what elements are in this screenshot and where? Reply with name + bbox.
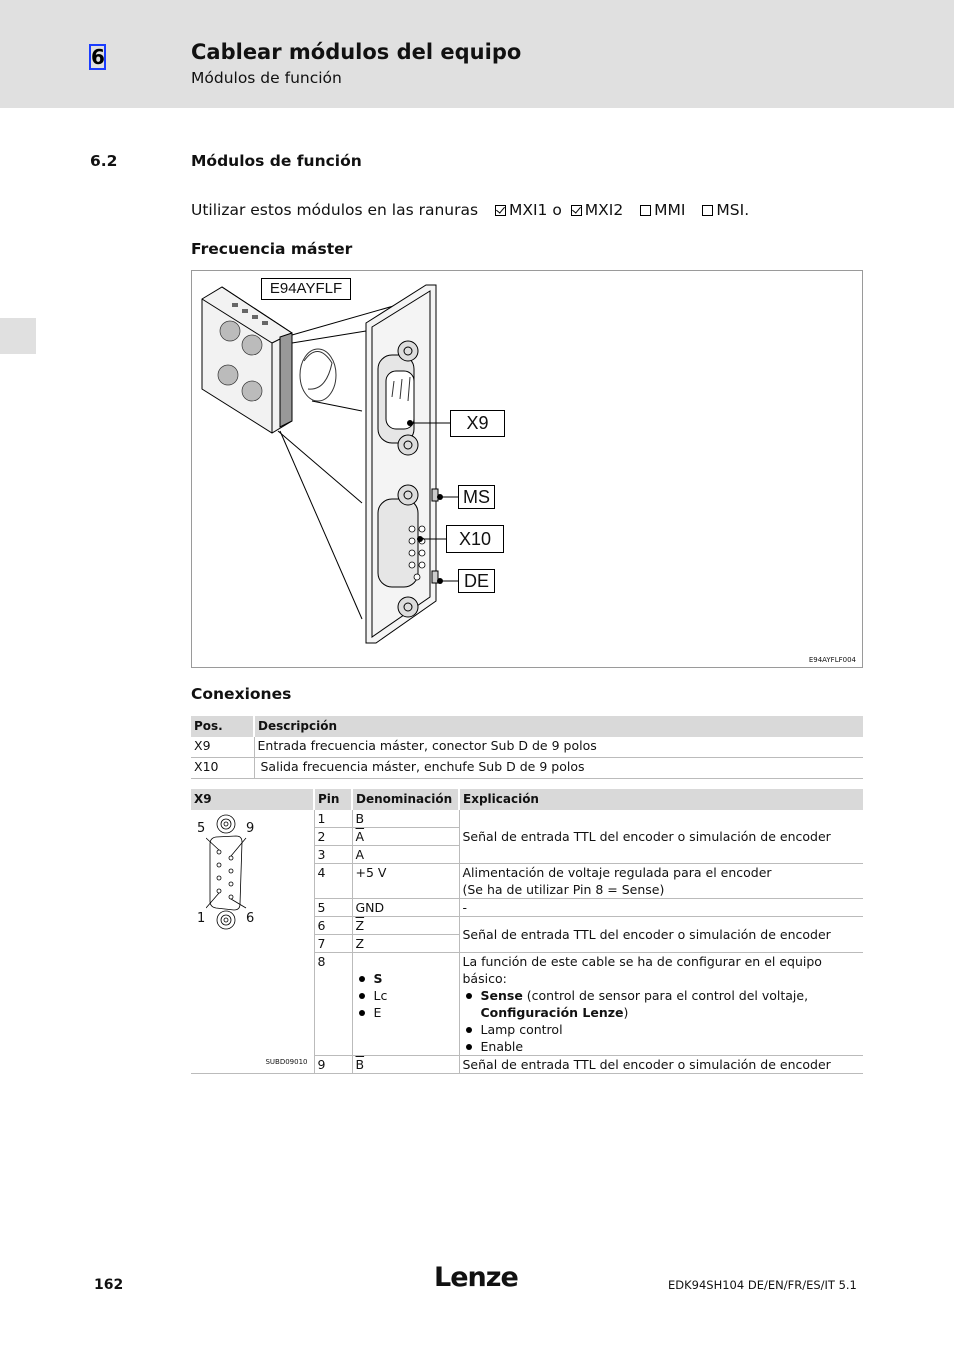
pin-number: 5 bbox=[314, 899, 352, 917]
checkbox-unchecked-icon bbox=[640, 205, 651, 216]
callout-de: DE bbox=[458, 569, 495, 593]
pin-explanation: Señal de entrada TTL del encoder o simulación de encoder bbox=[459, 917, 863, 953]
module-figure bbox=[191, 270, 863, 668]
pin-number: 3 bbox=[314, 846, 352, 864]
checkbox-unchecked-icon bbox=[702, 205, 713, 216]
connections-heading: Conexiones bbox=[191, 685, 292, 703]
pin-number: 1 bbox=[314, 810, 352, 828]
checkbox-checked-icon bbox=[495, 205, 506, 216]
table-row bbox=[191, 810, 863, 828]
connector-image-code: SUBD09010 bbox=[265, 1058, 308, 1066]
cell-pos: X9 bbox=[191, 737, 254, 758]
section-number: 6.2 bbox=[90, 152, 118, 170]
pin-name bbox=[352, 953, 459, 1056]
pin8-intro: La función de este cable se ha de configurar en el equipo básico: bbox=[462, 954, 822, 986]
col-header-pin: Pin bbox=[314, 789, 352, 810]
slot-usage-prefix: Utilizar estos módulos en las ranuras bbox=[191, 201, 479, 219]
pin-name: $\overline{B}$ bbox=[352, 1056, 459, 1074]
callout-x10: X10 bbox=[446, 525, 504, 553]
pin-number: 4 bbox=[314, 864, 352, 899]
pin-label-6: 6 bbox=[246, 911, 255, 926]
connector-diagram bbox=[191, 810, 314, 1074]
chapter-title: Cablear módulos del equipo bbox=[191, 40, 522, 64]
document-id: EDK94SH104 DE/EN/FR/ES/IT 5.1 bbox=[668, 1278, 857, 1292]
table-row bbox=[191, 737, 863, 758]
pin-name: GND bbox=[352, 899, 459, 917]
module-illustration bbox=[192, 271, 862, 667]
pin-number: 2 bbox=[314, 828, 352, 846]
slot-label-mmi: MMI bbox=[654, 201, 686, 219]
pin8-option-sense: Sense (control de sensor para el control del voltaje, Configuración Lenze) bbox=[463, 987, 861, 1021]
slot-label-mxi1: MXI1 o bbox=[508, 201, 562, 219]
pin-name: $\overline{A}$ bbox=[352, 828, 459, 846]
col-header-pos: Pos. bbox=[191, 716, 254, 737]
pin-name: B bbox=[352, 810, 459, 828]
cell-desc: Entrada frecuencia máster, conector Sub D de 9 polos bbox=[254, 737, 863, 758]
pin-explanation bbox=[459, 953, 863, 1056]
chapter-number: 6 bbox=[91, 45, 105, 69]
pin-label-1: 1 bbox=[197, 911, 206, 926]
pin-label-9: 9 bbox=[246, 821, 255, 836]
pin-explanation: - bbox=[459, 899, 863, 917]
chapter-subtitle: Módulos de función bbox=[191, 69, 342, 87]
module-label: E94AYFLF bbox=[261, 278, 351, 300]
pin-name: Z bbox=[352, 935, 459, 953]
callout-x9: X9 bbox=[450, 410, 505, 437]
subd-connector-icon bbox=[206, 814, 266, 930]
pin-label-5: 5 bbox=[197, 821, 206, 836]
section-title: Módulos de función bbox=[191, 152, 362, 170]
cell-desc: Salida frecuencia máster, enchufe Sub D de 9 polos bbox=[254, 758, 863, 779]
table-header-row bbox=[191, 789, 863, 810]
table-row bbox=[191, 758, 863, 779]
callout-ms: MS bbox=[458, 485, 495, 509]
slot-usage-line bbox=[191, 201, 749, 219]
checkbox-checked-icon bbox=[571, 205, 582, 216]
col-header-explanation: Explicación bbox=[459, 789, 863, 810]
pin-explanation: Señal de entrada TTL del encoder o simulación de encoder bbox=[459, 1056, 863, 1074]
figure-code: E94AYFLF004 bbox=[808, 656, 856, 664]
pin8-name-e: E bbox=[356, 1004, 456, 1021]
pin-number: 7 bbox=[314, 935, 352, 953]
pin8-name-s: S bbox=[356, 970, 456, 987]
page-header bbox=[0, 0, 954, 108]
connections-table bbox=[191, 716, 863, 779]
pin-number: 6 bbox=[314, 917, 352, 935]
table-header-row bbox=[191, 716, 863, 737]
col-header-desc: Descripción bbox=[254, 716, 863, 737]
pin-number: 9 bbox=[314, 1056, 352, 1074]
slot-label-mxi2: MXI2 bbox=[584, 201, 624, 219]
pin8-name-lc: Lc bbox=[356, 987, 456, 1004]
supply-line-2: (Se ha de utilizar Pin 8 = Sense) bbox=[462, 882, 665, 897]
pin-table bbox=[191, 789, 863, 1074]
pin-name: +5 V bbox=[352, 864, 459, 899]
slot-label-msi: MSI. bbox=[716, 201, 750, 219]
figure-heading: Frecuencia máster bbox=[191, 240, 353, 258]
lenze-logo: Lenze bbox=[434, 1262, 518, 1293]
pin8-option-enable: Enable bbox=[463, 1038, 861, 1055]
side-tab-marker bbox=[0, 318, 36, 354]
pin-explanation bbox=[459, 864, 863, 899]
pin-number: 8 bbox=[314, 953, 352, 1056]
pin8-option-lamp: Lamp control bbox=[463, 1021, 861, 1038]
page-number: 162 bbox=[94, 1277, 124, 1293]
pin-name: $\overline{Z}$ bbox=[352, 917, 459, 935]
cell-pos: X10 bbox=[191, 758, 254, 779]
pin-name: A bbox=[352, 846, 459, 864]
supply-line-1: Alimentación de voltaje regulada para el encoder bbox=[462, 865, 772, 880]
col-header-name: Denominación bbox=[352, 789, 459, 810]
col-header-connector: X9 bbox=[191, 789, 314, 810]
pin-explanation: Señal de entrada TTL del encoder o simulación de encoder bbox=[459, 810, 863, 864]
